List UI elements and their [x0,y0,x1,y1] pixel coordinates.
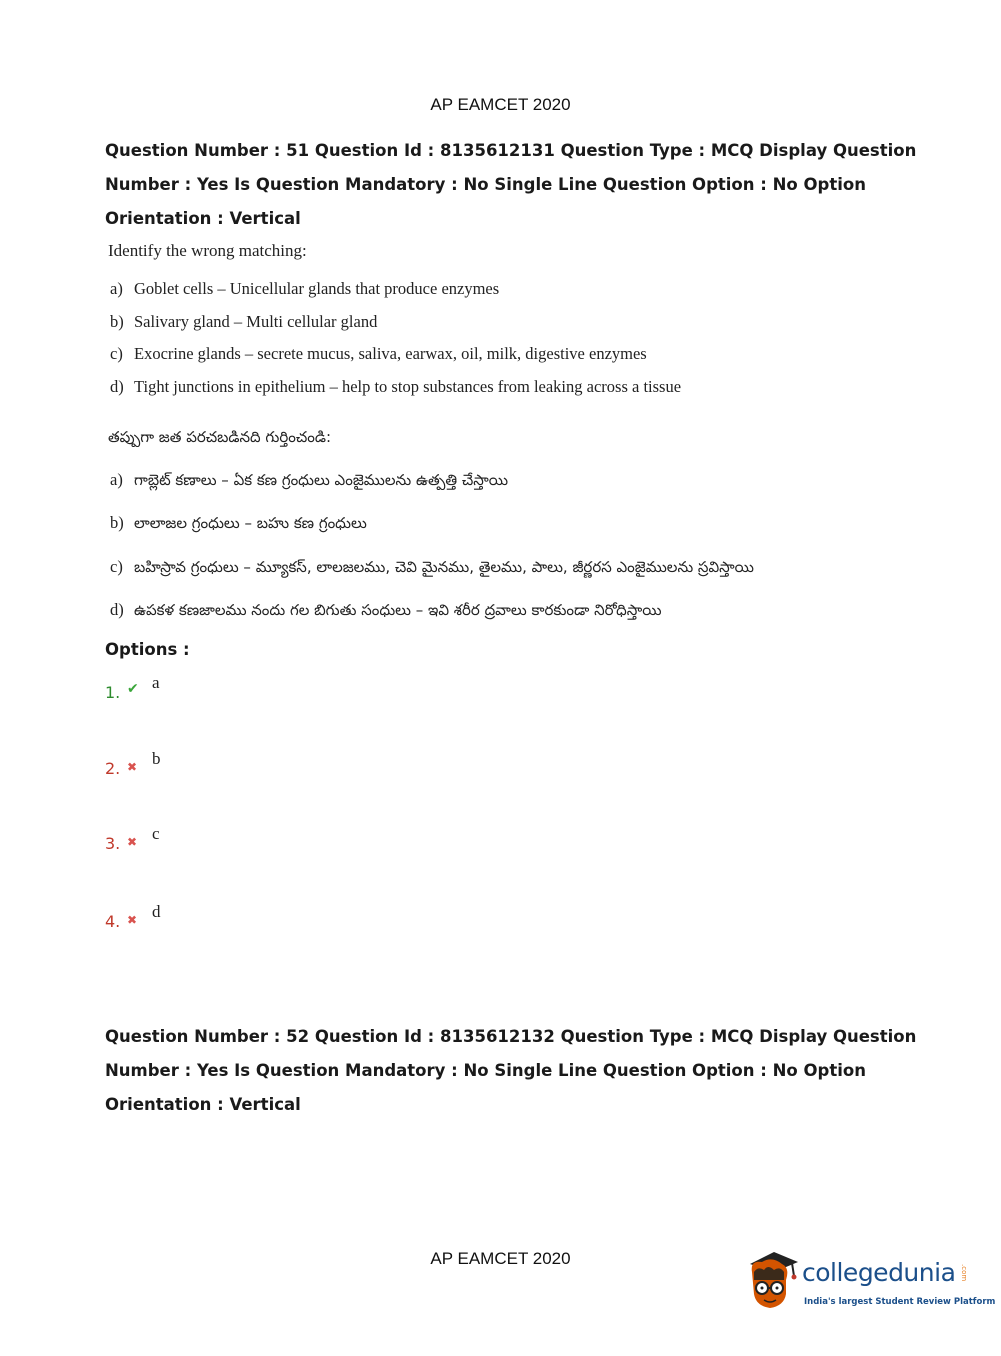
option-number: 2. [105,759,121,778]
option-text: Tight junctions in epithelium – help to stop substances from leaking across a tissue [134,377,682,396]
option-label: b) [110,513,124,532]
question-meta-line: Number : Yes Is Question Mandatory : No Single Line Question Option : No Option [105,175,866,194]
question-option-telugu [110,470,508,493]
option-text: Exocrine glands – secrete mucus, saliva, earwax, oil, milk, digestive enzymes [134,344,647,363]
option-text: ఉపకళ కణజాలము నందు గల బిగుతు సంధులు – ఇవి శరీర ద్రవాలు కారకుండా నిరోధిస్తాయి [134,601,662,619]
option-text: Goblet cells – Unicellular glands that produce enzymes [134,279,500,298]
question-option-telugu [110,600,662,623]
option-text: గాబ్లెట్ కణాలు – ఏక కణ గ్రంధులు ఎంజైములను ఉత్పత్తి చేస్తాయి [134,471,509,489]
cross-icon: ✖ [127,835,138,849]
option-value: a [152,673,160,692]
logo-domain: .com [960,1264,968,1282]
option-label: d) [110,377,124,396]
question-51-meta [105,134,917,236]
question-meta-line: Orientation : Vertical [105,209,301,228]
question-option-english [110,377,681,397]
logo-wordmark: collegedunia [802,1258,956,1287]
checkmark-icon: ✔ [127,681,139,697]
question-option-telugu [110,557,754,580]
question-meta-line: Number : Yes Is Question Mandatory : No Single Line Question Option : No Option [105,1061,866,1080]
option-label: a) [110,279,123,298]
logo-tagline: India's largest Student Review Platform [804,1297,996,1307]
option-text: లాలాజల గ్రంధులు – బహు కణ గ్రంధులు [134,514,367,532]
mascot-icon [742,1250,802,1312]
option-label: b) [110,312,124,331]
question-option-english [110,312,377,332]
page-header-title: AP EAMCET 2020 [430,95,571,114]
question-meta-line: Question Number : 52 Question Id : 8135612132 Question Type : MCQ Display Question [105,1027,917,1046]
collegedunia-logo[interactable] [742,1250,996,1320]
option-value: b [152,749,161,768]
option-label: a) [110,470,123,489]
cross-icon: ✖ [127,913,138,927]
option-text: Salivary gland – Multi cellular gland [134,312,378,331]
option-value: c [152,824,160,843]
options-heading: Options : [105,640,190,659]
question-title-telugu: తప్పుగా జత పరచబడినది గుర్తించండి: [108,428,331,446]
cross-icon: ✖ [127,760,138,774]
question-meta-line: Question Number : 51 Question Id : 8135612131 Question Type : MCQ Display Question [105,141,917,160]
option-number: 3. [105,834,121,853]
question-52-meta [105,1020,917,1122]
question-meta-line: Orientation : Vertical [105,1095,301,1114]
page-footer-title: AP EAMCET 2020 [430,1249,571,1268]
option-text: బహిస్రావ గ్రంధులు – మ్యూకస్, లాలజలము, చెవి మైనము, తైలము, పాలు, జీర్ణరస ఎంజైములను స్రవిస్తాయి [134,558,754,576]
question-title-english: Identify the wrong matching: [108,241,307,260]
option-label: d) [110,600,124,619]
question-option-english [110,344,647,364]
option-label: c) [110,557,123,576]
question-option-telugu [110,513,367,536]
option-label: c) [110,344,123,363]
question-option-english [110,279,499,299]
option-value: d [152,902,161,921]
option-number: 1. [105,683,121,702]
option-number: 4. [105,912,121,931]
